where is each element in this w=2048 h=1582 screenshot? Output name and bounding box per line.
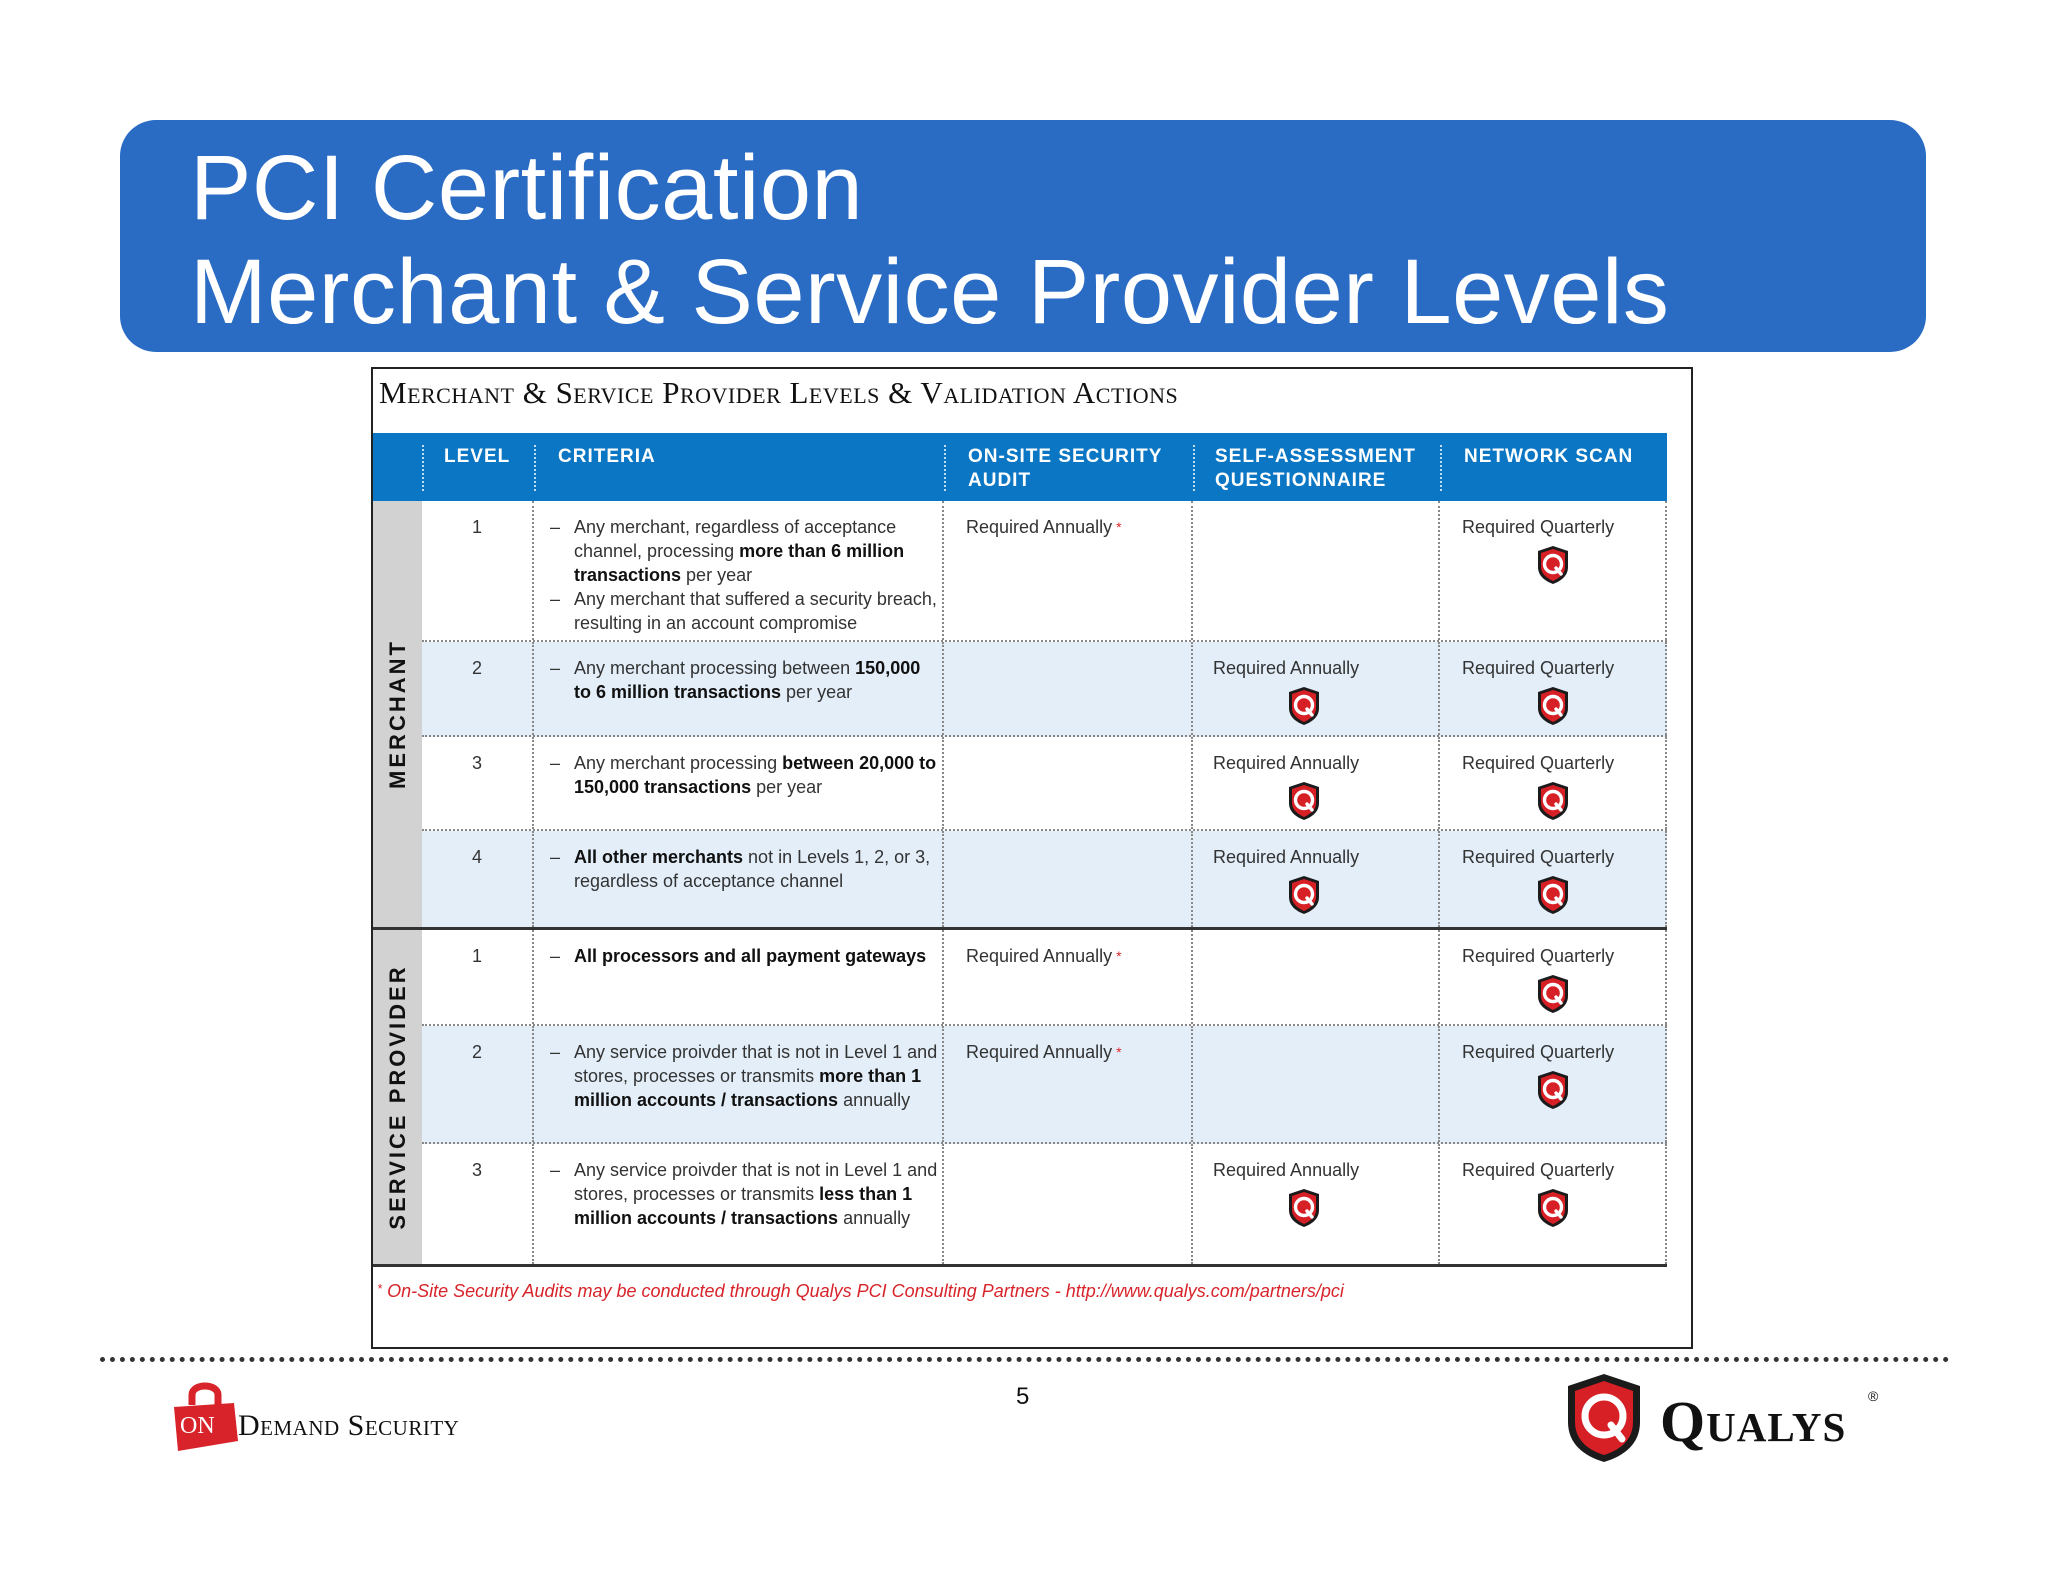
criteria-text: Any service proivder that is not in Level 1 and stores, processes or transmits [574, 1042, 938, 1086]
scan-cell [1440, 1026, 1667, 1142]
header-criteria: CRITERIA [534, 445, 944, 491]
footnote-marker: * [1116, 519, 1122, 535]
table-row [422, 930, 1667, 1026]
audit-text: Required Annually [966, 1042, 1113, 1062]
audit-cell [944, 1144, 1193, 1264]
footnote-marker: * [1116, 1044, 1122, 1060]
criteria-item [550, 751, 942, 799]
saq-cell [1193, 831, 1440, 927]
qualys-shield-icon [1536, 545, 1570, 585]
scan-text: Required Quarterly [1462, 847, 1615, 867]
ondemand-on-text: ON [180, 1413, 215, 1439]
level-cell: 3 [422, 737, 534, 829]
scan-cell [1440, 501, 1667, 640]
scan-text: Required Quarterly [1462, 1042, 1615, 1062]
header-saq-line1: SELF-ASSESSMENT [1215, 446, 1416, 467]
criteria-item [550, 944, 942, 968]
saq-cell [1193, 642, 1440, 735]
qualys-shield-icon [1287, 781, 1321, 821]
level-cell: 1 [422, 501, 534, 640]
criteria-text: Any merchant processing between [574, 658, 856, 678]
criteria-cell [534, 1144, 944, 1264]
header-saq-line2: QUESTIONNAIRE [1215, 470, 1387, 491]
criteria-text: per year [751, 777, 823, 797]
page-title-line1: PCI Certification [190, 137, 864, 239]
criteria-text: Any service proivder that is not in Level 1 and stores, processes or transmits [574, 1160, 938, 1204]
table-row [422, 642, 1667, 737]
figure-title: Merchant & Service Provider Levels & Validation Actions [379, 375, 1179, 410]
criteria-text: Any merchant, regardless of acceptance channel, processing [574, 517, 897, 561]
qualys-shield-icon [1564, 1372, 1644, 1464]
qualys-shield-icon [1536, 875, 1570, 915]
page-title-line2: Merchant & Service Provider Levels [190, 241, 1670, 343]
header-audit-line2: AUDIT [968, 470, 1032, 491]
qualys-shield-icon [1536, 1188, 1570, 1228]
header-audit [944, 445, 1193, 491]
scan-cell [1440, 1144, 1667, 1264]
scan-cell [1440, 642, 1667, 735]
qualys-shield-icon [1287, 686, 1321, 726]
table-row [422, 501, 1667, 642]
footnote-marker: * [377, 1281, 383, 1296]
levels-figure [371, 367, 1693, 1349]
level-cell: 2 [422, 1026, 534, 1142]
table-row [422, 1144, 1667, 1264]
qualys-shield-icon [1287, 1188, 1321, 1228]
saq-cell [1193, 501, 1440, 640]
criteria-text: per year [781, 682, 853, 702]
service-provider-group [373, 930, 1667, 1267]
criteria-bold: All processors and all payment gateways [574, 946, 927, 966]
criteria-item [550, 1158, 942, 1230]
audit-cell [944, 737, 1193, 829]
scan-text: Required Quarterly [1462, 1160, 1615, 1180]
merchant-group-label [373, 501, 422, 927]
audit-text: Required Annually [966, 946, 1113, 966]
saq-cell [1193, 1026, 1440, 1142]
criteria-cell [534, 1026, 944, 1142]
qualys-wordmark: Qualys [1660, 1389, 1847, 1454]
level-cell: 4 [422, 831, 534, 927]
saq-text: Required Annually [1213, 847, 1360, 867]
criteria-cell [534, 642, 944, 735]
qualys-shield-icon [1536, 781, 1570, 821]
ondemand-security-logo [172, 1375, 492, 1453]
page-number: 5 [1016, 1383, 1030, 1410]
criteria-item: – Any merchant that suffered a security breach, resulting in an account compromise [550, 587, 942, 635]
criteria-bold: between 20,000 to 150,000 transactions [574, 753, 937, 797]
level-cell: 2 [422, 642, 534, 735]
level-cell: 1 [422, 930, 534, 1024]
audit-cell [944, 501, 1193, 640]
registered-mark: ® [1868, 1388, 1879, 1404]
merchant-group [373, 501, 1667, 930]
criteria-text: not in Levels 1, 2, or 3, regardless of acceptance channel [574, 847, 931, 891]
footnote [377, 1281, 1344, 1302]
qualys-shield-icon [1287, 875, 1321, 915]
criteria-text: annually [838, 1208, 911, 1228]
criteria-item [550, 1040, 942, 1112]
header-audit-line1: ON-SITE SECURITY [968, 446, 1163, 467]
criteria-cell [534, 930, 944, 1024]
audit-cell [944, 642, 1193, 735]
service-provider-label-text: SERVICE PROVIDER [384, 964, 410, 1230]
audit-text: Required Annually [966, 517, 1113, 537]
criteria-bold: more than 6 million transactions [574, 541, 905, 585]
title-banner [120, 120, 1926, 352]
criteria-bold: less than 1 million accounts / transactions [574, 1184, 913, 1228]
scan-text: Required Quarterly [1462, 517, 1615, 537]
levels-table [373, 433, 1667, 1267]
criteria-cell [534, 737, 944, 829]
criteria-item [550, 656, 942, 704]
scan-text: Required Quarterly [1462, 658, 1615, 678]
audit-cell [944, 831, 1193, 927]
saq-text: Required Annually [1213, 658, 1360, 678]
criteria-cell [534, 501, 944, 640]
criteria-text: per year [681, 565, 753, 585]
footer-divider [100, 1357, 1950, 1362]
footnote-text: On-Site Security Audits may be conducted through Qualys PCI Consulting Partners - http://www.qualys.com/partners/pci [387, 1281, 1344, 1301]
criteria-cell [534, 831, 944, 927]
saq-text: Required Annually [1213, 1160, 1360, 1180]
qualys-shield-icon [1536, 974, 1570, 1014]
level-cell: 3 [422, 1144, 534, 1264]
table-row [422, 1026, 1667, 1144]
header-level: LEVEL [422, 445, 534, 491]
criteria-bold: more than 1 million accounts / transactions [574, 1066, 922, 1110]
saq-cell [1193, 930, 1440, 1024]
criteria-bold: All other merchants [574, 847, 744, 867]
criteria-bold: 150,000 to 6 million transactions [574, 658, 921, 702]
table-row [422, 737, 1667, 831]
scan-text: Required Quarterly [1462, 753, 1615, 773]
scan-cell [1440, 930, 1667, 1024]
saq-text: Required Annually [1213, 753, 1360, 773]
service-provider-group-label [373, 930, 422, 1264]
audit-cell [944, 1026, 1193, 1142]
header-saq [1193, 445, 1440, 491]
qualys-shield-icon [1536, 1070, 1570, 1110]
criteria-text: Any merchant processing [574, 753, 783, 773]
ondemand-text: Demand Security [238, 1409, 460, 1442]
criteria-text: annually [838, 1090, 911, 1110]
scan-text: Required Quarterly [1462, 946, 1615, 966]
scan-cell [1440, 737, 1667, 829]
footnote-marker: * [1116, 948, 1122, 964]
qualys-logo [1564, 1372, 1894, 1464]
qualys-shield-icon [1536, 686, 1570, 726]
scan-cell [1440, 831, 1667, 927]
saq-cell [1193, 1144, 1440, 1264]
table-header [373, 433, 1667, 501]
criteria-item [550, 515, 942, 587]
audit-cell [944, 930, 1193, 1024]
merchant-label-text: MERCHANT [384, 639, 410, 789]
criteria-item [550, 845, 942, 893]
saq-cell [1193, 737, 1440, 829]
header-scan: NETWORK SCAN [1440, 445, 1667, 491]
table-row [422, 831, 1667, 927]
